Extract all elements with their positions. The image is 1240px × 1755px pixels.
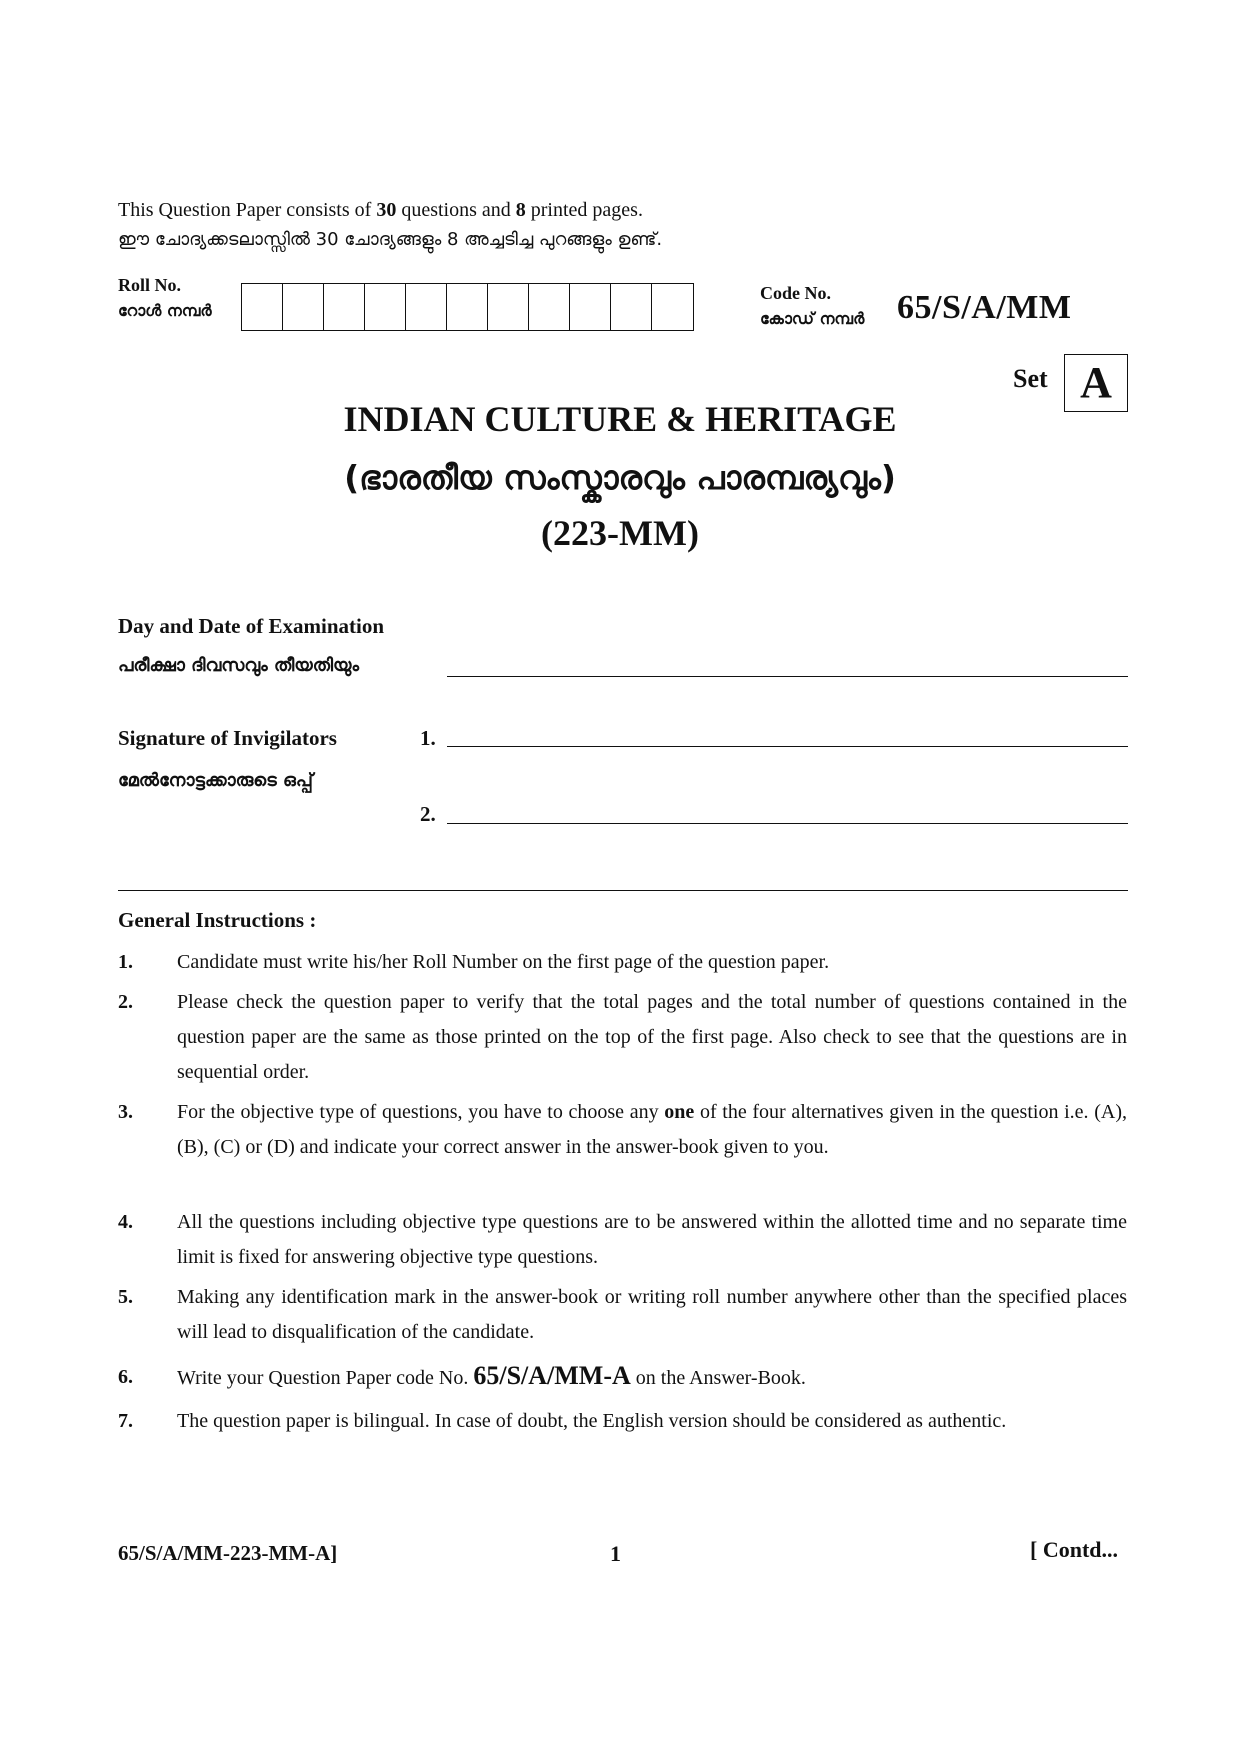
invigilator-1-number: 1. <box>420 726 436 750</box>
roll-cell[interactable] <box>242 284 283 330</box>
exam-date-label-en: Day and Date of Examination <box>118 614 385 638</box>
invigilator-2-number: 2. <box>420 802 436 826</box>
paper-summary-en: This Question Paper consists of 30 questions and 8 printed pages. <box>118 199 643 221</box>
roll-number-label: Roll No. റോൾ നമ്പർ <box>118 275 212 320</box>
invigilator-1-signature-line[interactable] <box>447 746 1128 747</box>
instruction-text: All the questions including objective type questions are to be answered within the allotted time and no separate time limit is fixed for answering objective type questions. <box>177 1211 1127 1268</box>
invigilator-label-en: Signature of Invigilators <box>118 726 337 750</box>
instruction-text: Write your Question Paper code No. 65/S/A/MM-A on the Answer-Book. <box>177 1361 806 1390</box>
continued-marker: [ Contd... <box>1030 1537 1119 1562</box>
answer-book-code: 65/S/A/MM-A <box>473 1361 631 1390</box>
footer-paper-code: 65/S/A/MM-223-MM-A] <box>118 1541 338 1565</box>
invigilator-label-ml: മേൽനോട്ടക്കാരുടെ ഒപ്പ് <box>118 770 313 791</box>
instruction-number: 4. <box>118 1211 133 1233</box>
roll-cell[interactable] <box>611 284 652 330</box>
code-number-label: Code No. കോഡ് നമ്പർ <box>760 283 865 328</box>
set-label: Set <box>1013 364 1048 393</box>
roll-cell[interactable] <box>570 284 611 330</box>
roll-cell[interactable] <box>283 284 324 330</box>
subject-title-ml: (ഭാരതീയ സംസ്കാരവും പാരമ്പര്യവും) <box>344 458 896 497</box>
invigilator-2-signature-line[interactable] <box>447 823 1128 824</box>
set-value-box: A <box>1064 354 1128 412</box>
roll-cell[interactable] <box>406 284 447 330</box>
instructions-heading: General Instructions : <box>118 908 317 932</box>
instruction-number: 3. <box>118 1101 133 1123</box>
exam-date-line[interactable] <box>447 676 1128 677</box>
instruction-number: 1. <box>118 951 133 973</box>
paper-summary <box>118 195 662 255</box>
page-count: 8 <box>515 199 526 221</box>
subject-code: (223-MM) <box>541 513 699 553</box>
roll-cell[interactable] <box>365 284 406 330</box>
question-count: 30 <box>376 199 397 221</box>
paper-summary-ml: ഈ ചോദ്യക്കടലാസ്സിൽ 30 ചോദ്യങ്ങളും 8 അച്ചടിച്ച പുറങ്ങളും ഉണ്ട്. <box>118 229 663 250</box>
subject-title-en: INDIAN CULTURE & HERITAGE <box>343 399 897 439</box>
instruction-number: 5. <box>118 1286 133 1308</box>
instruction-text: The question paper is bilingual. In case of doubt, the English version should be considered as authentic. <box>177 1410 1007 1432</box>
page-number: 1 <box>610 1541 621 1566</box>
roll-cell[interactable] <box>529 284 570 330</box>
roll-number-boxes[interactable] <box>241 283 694 331</box>
instruction-number: 2. <box>118 991 133 1013</box>
roll-cell[interactable] <box>324 284 365 330</box>
section-divider <box>118 890 1128 891</box>
exam-date-label-ml: പരീക്ഷാ ദിവസവും തീയതിയും <box>118 655 359 676</box>
roll-cell[interactable] <box>652 284 693 330</box>
roll-cell[interactable] <box>447 284 488 330</box>
instruction-number: 7. <box>118 1410 133 1432</box>
instruction-text: Please check the question paper to verify that the total pages and the total number of questions contained in the question paper are the same as those printed on the top of the first page. Also check to see that the questions are in sequential order. <box>177 991 1127 1083</box>
roll-cell[interactable] <box>488 284 529 330</box>
instruction-text: Candidate must write his/her Roll Number on the first page of the question paper. <box>177 951 830 973</box>
instruction-number: 6. <box>118 1366 133 1388</box>
instruction-text: For the objective type of questions, you have to choose any one of the four alternatives given in the question i.e. (A), (B), (C) or (D) and indicate your correct answer in the answer-book given to you. <box>177 1101 1127 1158</box>
code-number-value: 65/S/A/MM <box>897 289 1072 326</box>
instruction-text: Making any identification mark in the answer-book or writing roll number anywhere other than the specified places will lead to disqualification of the candidate. <box>177 1286 1127 1343</box>
